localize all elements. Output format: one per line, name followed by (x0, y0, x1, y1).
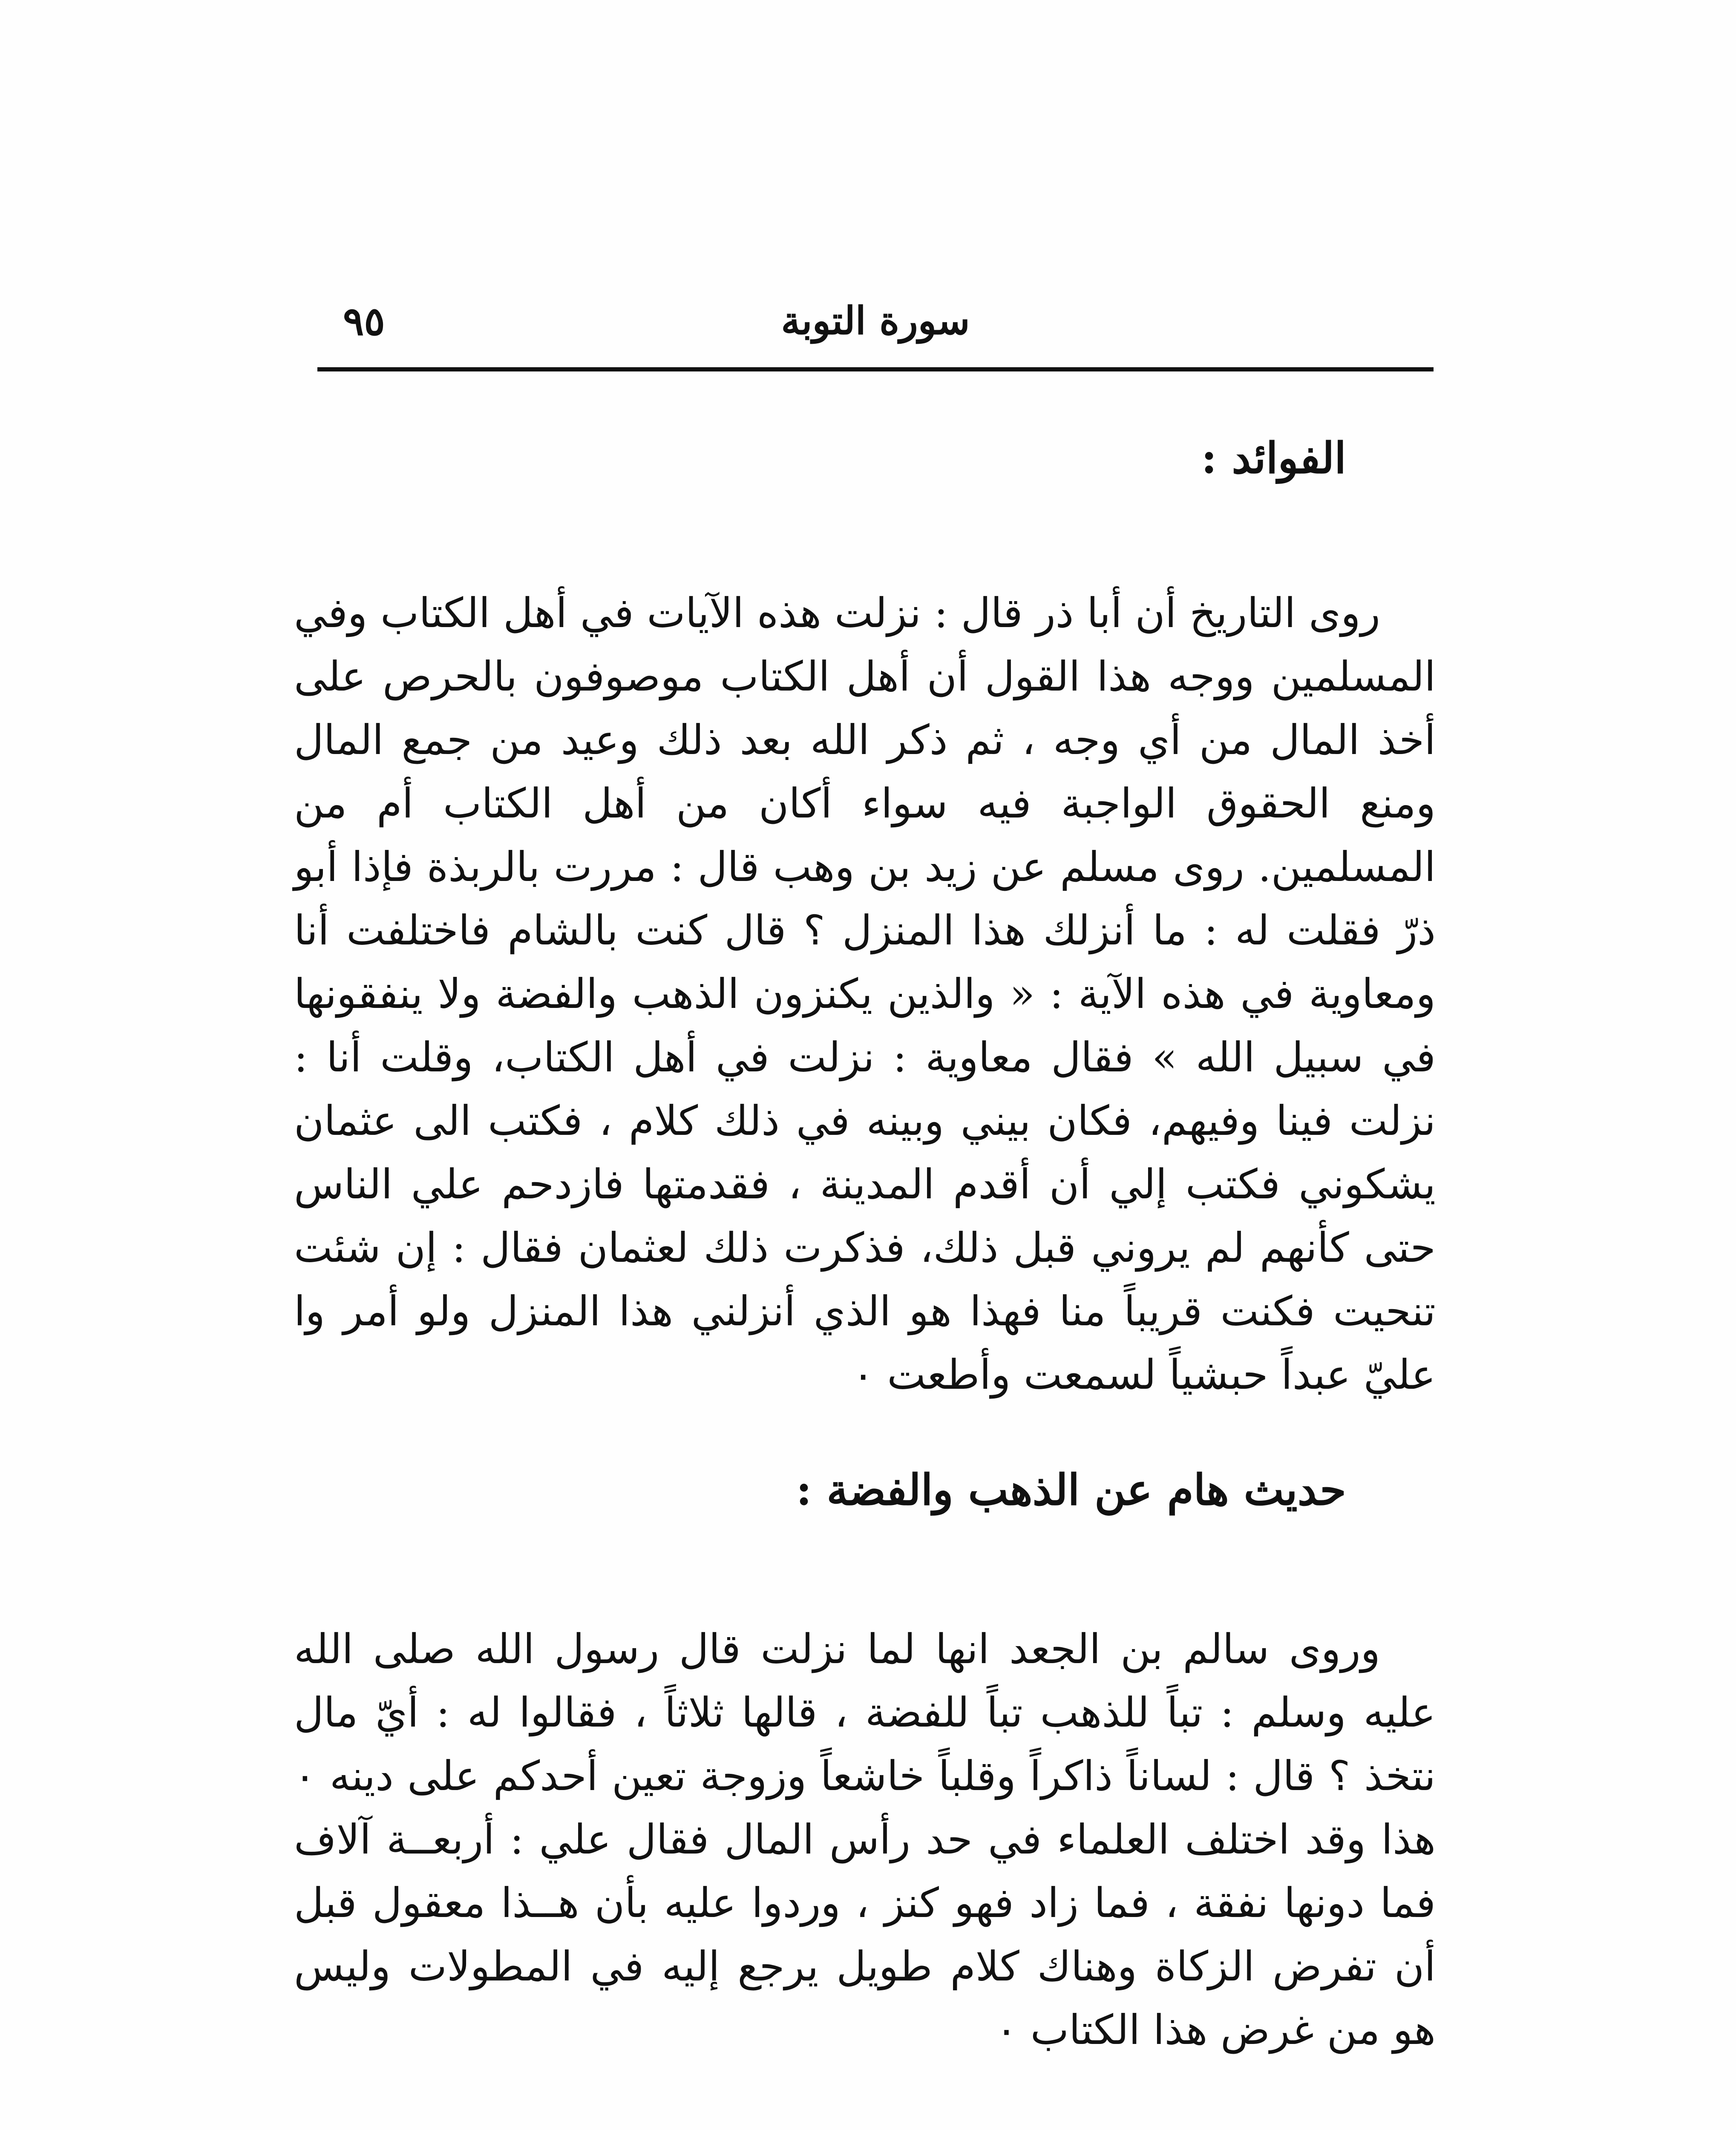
page-header (317, 273, 1434, 375)
running-title: سورة التوبة (781, 298, 970, 343)
paragraph-abu-dhar-text: روى التاريخ أن أبا ذر قال : نزلت هذه الآيات في أهل الكتاب وفي المسلمين ووجه هذا القول أن أهل الكتاب موصوفون بالحرص على أخذ المال من أي وجه ، ثم ذكر الله بعد ذلك وعيد من جمع المال ومنع الحقوق الواجبة فيه سواء أكان من أهل الكتاب أم من المسلمين. روى مسلم عن زيد بن وهب قال : مررت بالربذة فإذا أبو ذرّ فقلت له : ما أنزلك هذا المنزل ؟ قال كنت بالشام فاختلفت أنا ومعاوية في هذه الآية : « والذين يكنزون الذهب والفضة ولا ينفقونها في سبيل الله » فقال معاوية : نزلت في أهل الكتاب، وقلت أنا : نزلت فينا وفيهم، فكان بيني وبينه في ذلك كلام ، فكتب الى عثمان يشكوني فكتب إلي أن أقدم المدينة ، فقدمتها فازدحم علي الناس حتى كأنهم لم يروني قبل ذلك، فذكرت ذلك لعثمان فقال : إن شئت تنحيت فكنت قريباً منا فهذا هو الذي أنزلني هذا المنزل ولو أمر وا عليّ عبداً حبشياً لسمعت وأطعت ٠ (294, 589, 1436, 1399)
header-divider (317, 367, 1434, 371)
section-heading-gold-silver: حديث هام عن الذهب والفضة : (796, 1465, 1346, 1515)
page-number: ٩٥ (343, 298, 385, 344)
section-heading-benefits: الفوائد : (1201, 433, 1346, 483)
paragraph-abu-dhar (294, 581, 1436, 1407)
paragraph-gold-silver (294, 1618, 1436, 2062)
page-body (294, 417, 1436, 2062)
paragraph-gold-silver-text: وروى سالم بن الجعد انها لما نزلت قال رسول الله صلى الله عليه وسلم : تباً للذهب تباً للفضة ، قالها ثلاثاً ، فقالوا له : أيّ مال نتخذ ؟ قال : لساناً ذاكراً وقلباً خاشعاً وزوجة تعين أحدكم على دينه ٠ هذا وقد اختلف العلماء في حد رأس المال فقال علي : أربعــة آلاف فما دونها نفقة ، فما زاد فهو كنز ، وردوا عليه بأن هــذا معقول قبل أن تفرض الزكاة وهناك كلام طويل يرجع إليه في المطولات وليس هو من غرض هذا الكتاب ٠ (294, 1625, 1436, 2054)
